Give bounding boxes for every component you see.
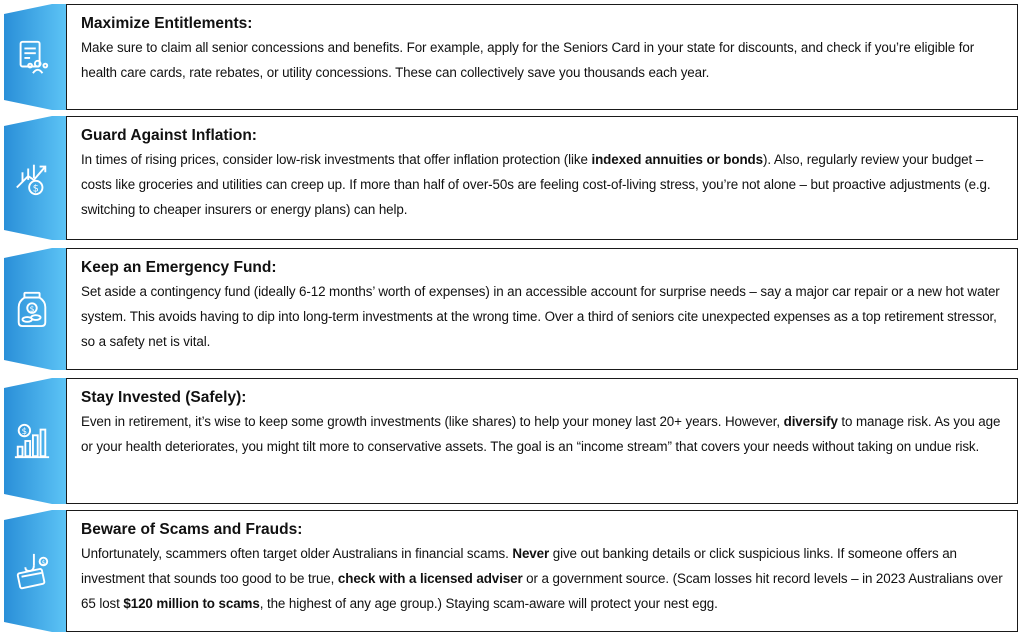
section-body xyxy=(81,541,1003,616)
section-body xyxy=(81,35,1003,85)
section-stay-invested xyxy=(0,378,1020,504)
svg-text:$: $ xyxy=(21,426,28,437)
section-title: Keep an Emergency Fund: xyxy=(81,259,277,276)
document-people-icon xyxy=(13,38,51,76)
section-title: Maximize Entitlements: xyxy=(81,15,253,32)
section-body xyxy=(81,409,1003,459)
section-title: Guard Against Inflation: xyxy=(81,127,257,144)
section-title: Beware of Scams and Frauds: xyxy=(81,521,303,538)
body-text: ). Also, regularly review your budget – costs like groceries and utilities can creep up. If more than half of over-50s are feeling cost-of-living stress, you’re not alone – but proactive adjustments (e.g. switching to cheaper insurers or energy plans) can help. xyxy=(81,152,991,217)
section-box xyxy=(66,510,1018,632)
emphasis-text: check with a licensed adviser xyxy=(337,571,523,586)
svg-text:$: $ xyxy=(29,304,35,314)
section-title: Stay Invested (Safely): xyxy=(81,389,247,406)
section-box xyxy=(66,248,1018,370)
body-text: Set aside a contingency fund (ideally 6-12 months’ worth of expenses) in an accessible account for surprise needs – say a major car repair or a new hot water system. This avoids having to dip into long-term investments at the wrong time. Over a third of seniors cite unexpected expenses as a top retirement stressor, so a safety net is vital. xyxy=(81,284,1000,349)
section-tab xyxy=(4,378,66,504)
svg-text:$: $ xyxy=(41,560,46,567)
section-box xyxy=(66,116,1018,240)
section-maximize-entitlements xyxy=(0,4,1020,110)
body-text: give out banking details or click suspicious links. If someone offers an investment that sounds too good to be true, xyxy=(81,546,957,586)
savings-jar-icon xyxy=(13,290,51,328)
emphasis-text: diversify xyxy=(783,414,838,429)
section-body xyxy=(81,279,1003,354)
section-tab xyxy=(4,510,66,632)
rising-chart-money-icon xyxy=(13,159,51,197)
emphasis-text: Never xyxy=(512,546,550,561)
svg-text:$: $ xyxy=(32,183,39,195)
section-box xyxy=(66,378,1018,504)
body-text: Make sure to claim all senior concessions and benefits. For example, apply for the Seniors Card in your state for discounts, and check if you’re eligible for health care cards, rate rebates, or utility concessions. These can collectively save you thousands each year. xyxy=(81,40,975,80)
body-text: Even in retirement, it’s wise to keep some growth investments (like shares) to help your money last 20+ years. However, xyxy=(81,414,784,429)
section-tab xyxy=(4,248,66,370)
growth-investment-icon xyxy=(13,422,51,460)
scam-hook-card-icon xyxy=(13,552,51,590)
section-beware-scams xyxy=(0,510,1020,632)
body-text: In times of rising prices, consider low-risk investments that offer inflation protection (like xyxy=(81,152,592,167)
body-text: Unfortunately, scammers often target older Australians in financial scams. xyxy=(81,546,513,561)
section-body xyxy=(81,147,1003,222)
section-box xyxy=(66,4,1018,110)
emphasis-text: $120 million to scams xyxy=(123,596,260,611)
emphasis-text: indexed annuities or bonds xyxy=(591,152,763,167)
section-tab xyxy=(4,116,66,240)
section-emergency-fund xyxy=(0,248,1020,370)
body-text: , the highest of any age group.) Staying scam-aware will protect your nest egg. xyxy=(259,596,718,611)
body-text: or a government source. (Scam losses hit record levels – in 2023 Australians over 65 lost xyxy=(81,571,1003,611)
section-guard-against-inflation xyxy=(0,116,1020,240)
body-text: to manage risk. As you age or your health deteriorates, you might tilt more to conservative assets. The goal is an “income stream” that covers your needs without taking on undue risk. xyxy=(81,414,1001,454)
section-tab xyxy=(4,4,66,110)
